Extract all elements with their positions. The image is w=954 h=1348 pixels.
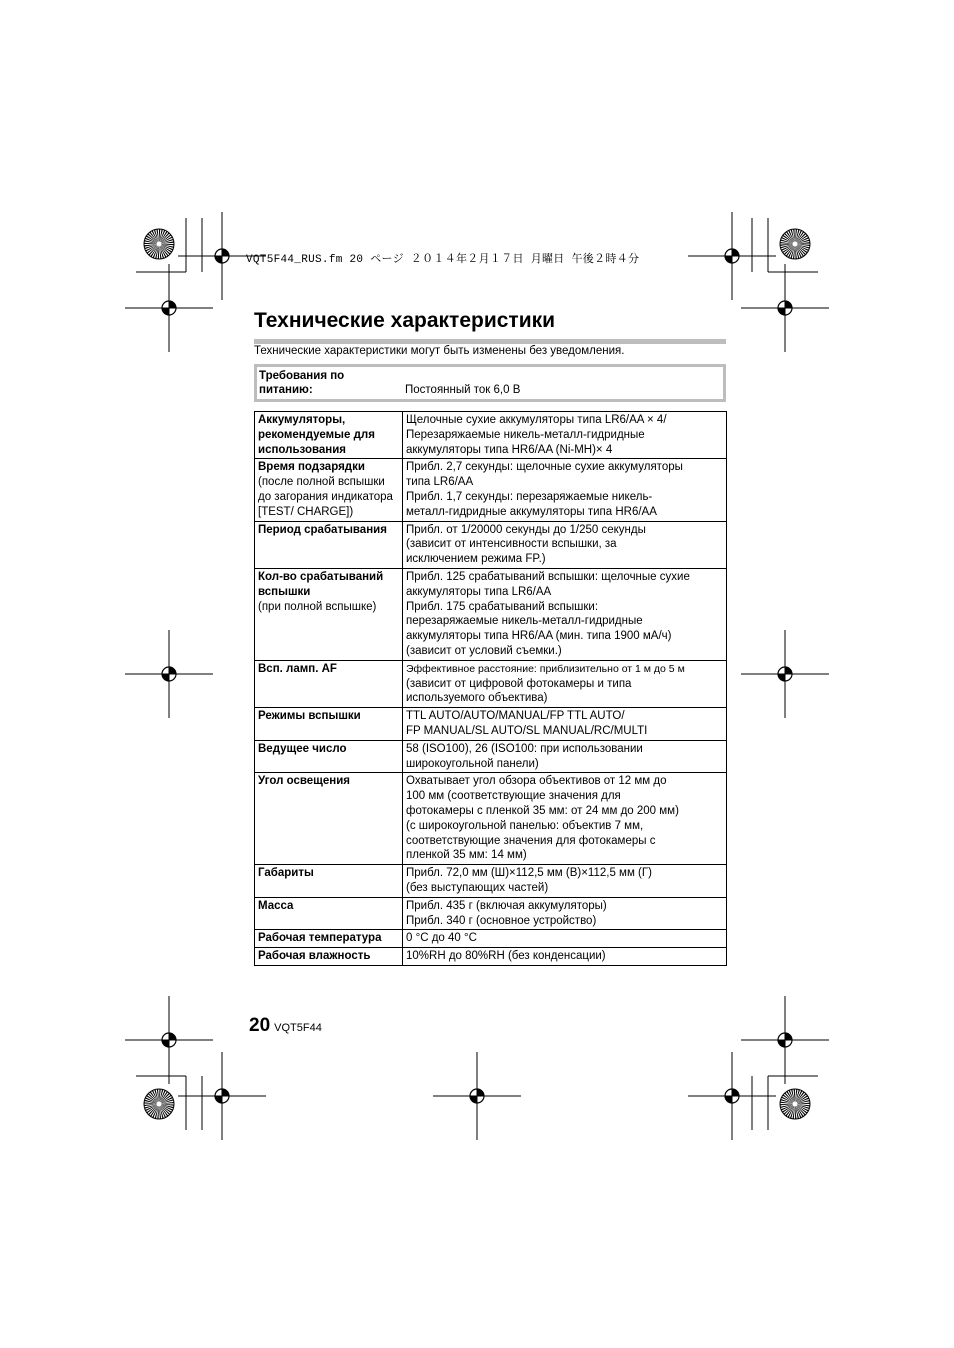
spec-label-cell — [255, 865, 403, 898]
spec-value-line: 10%RH до 80%RH (без конденсации) — [406, 950, 606, 963]
spec-row — [255, 930, 727, 948]
spec-label-cell — [255, 568, 403, 660]
spec-row — [255, 568, 727, 660]
spec-value-line: широкоугольной панели) — [406, 757, 539, 770]
document-code: VQT5F44 — [274, 1022, 322, 1034]
registration-crosshair-icon — [688, 1052, 776, 1140]
spec-value-cell — [403, 412, 727, 459]
spec-value-line: (с широкоугольной панелью: объектив 7 мм, — [406, 819, 644, 832]
spec-value-line: аккумуляторы типа LR6/AA — [406, 585, 552, 598]
power-requirement-box — [254, 364, 726, 402]
spec-value-line: Прибл. 175 срабатываний вспышки: — [406, 600, 599, 613]
registration-crosshair-icon — [741, 630, 829, 718]
spec-label-cell — [255, 412, 403, 459]
spec-value-line: (зависит от условий съемки.) — [406, 644, 562, 657]
spec-label-note: (при полной вспышке) — [258, 600, 377, 613]
spec-value-cell — [403, 773, 727, 865]
spec-label: Период срабатывания — [258, 523, 387, 536]
spec-value-line: TTL AUTO/AUTO/MANUAL/FP TTL AUTO/ — [406, 710, 625, 723]
registration-starburst-icon — [780, 229, 810, 259]
page-title: Технические характеристики — [254, 309, 556, 332]
spec-row — [255, 708, 727, 741]
registration-crosshair-icon — [741, 264, 829, 352]
spec-value-cell — [403, 948, 727, 966]
page-number: 20 — [249, 1015, 271, 1036]
spec-label-cell — [255, 521, 403, 568]
spec-value-line: Прибл. 435 г (включая аккумуляторы) — [406, 899, 607, 912]
spec-value-cell — [403, 930, 727, 948]
spec-row — [255, 459, 727, 521]
spec-value-line: Щелочные сухие аккумуляторы типа LR6/AA × 4/ — [406, 414, 667, 426]
spec-value-line: металл-гидридные аккумуляторы типа HR6/AA — [406, 505, 657, 518]
spec-label: Угол освещения — [258, 775, 350, 788]
spec-value-line: Прибл. 2,7 секунды: щелочные сухие аккумуляторы — [406, 461, 683, 474]
spec-value-line: Прибл. 72,0 мм (Ш)×112,5 мм (В)×112,5 мм (Г) — [406, 867, 652, 880]
registration-crosshair-icon — [125, 264, 213, 352]
spec-value-cell — [403, 660, 727, 707]
spec-value-line: фотокамеры с пленкой 35 мм: от 24 мм до 200 мм) — [406, 804, 679, 817]
page-subtitle: Технические характеристики могут быть изменены без уведомления. — [254, 345, 625, 357]
spec-value-line: Прибл. 1,7 секунды: перезаряжаемые никель- — [406, 490, 653, 503]
spec-value-line: аккумуляторы типа HR6/AA (Ni-MH)× 4 — [406, 443, 613, 456]
spec-label: Рабочая температура — [258, 932, 382, 945]
registration-crosshair-icon — [125, 996, 213, 1084]
spec-value-line: Эффективное расстояние: приблизительно от 1 м до 5 м — [406, 662, 685, 675]
spec-value-cell — [403, 568, 727, 660]
spec-label: Всп. ламп. AF — [258, 662, 337, 675]
spec-label-cell — [255, 660, 403, 707]
page-footer — [249, 1015, 322, 1037]
spec-value-cell — [403, 865, 727, 898]
registration-crosshair-icon — [433, 1052, 521, 1140]
spec-value-cell — [403, 740, 727, 773]
spec-value-line: FP MANUAL/SL AUTO/SL MANUAL/RC/MULTI — [406, 724, 648, 737]
title-underline-rule — [254, 339, 726, 344]
spec-value-line: (без выступающих частей) — [406, 881, 549, 894]
spec-label-cell — [255, 740, 403, 773]
spec-row — [255, 660, 727, 707]
spec-value-cell — [403, 521, 727, 568]
spec-label: Ведущее число — [258, 742, 347, 755]
spec-value-line: перезаряжаемые никель-металл-гидридные — [406, 615, 643, 628]
registration-starburst-icon — [780, 1089, 810, 1119]
spec-label-cell — [255, 459, 403, 521]
spec-value-cell — [403, 459, 727, 521]
spec-value-line: Охватывает угол обзора объективов от 12 мм до — [406, 775, 667, 788]
spec-label-cell — [255, 708, 403, 741]
spec-row — [255, 948, 727, 966]
spec-value-line: 100 мм (соответствующие значения для — [406, 790, 621, 803]
power-requirement-value: Постоянный ток 6,0 В — [405, 384, 521, 396]
spec-row — [255, 865, 727, 898]
spec-value-line: пленкой 35 мм: 14 мм) — [406, 849, 527, 862]
spec-value-line: Перезаряжаемые никель-металл-гидридные — [406, 428, 645, 441]
spec-value-line: 0 °C до 40 °C — [406, 932, 477, 945]
registration-crosshair-icon — [125, 630, 213, 718]
spec-value-cell — [403, 897, 727, 930]
spec-value-line: типа LR6/AA — [406, 476, 474, 489]
spec-row — [255, 773, 727, 865]
spec-label-cell — [255, 897, 403, 930]
spec-value-line: используемого объектива) — [406, 692, 548, 705]
spec-label: Масса — [258, 899, 294, 912]
spec-value-line: аккумуляторы типа HR6/AA (мин. типа 1900 мА/ч) — [406, 630, 672, 643]
registration-starburst-icon — [144, 229, 174, 259]
spec-value-line: (зависит от интенсивности вспышки, за — [406, 538, 617, 551]
registration-crosshair-icon — [688, 212, 776, 300]
spec-label-note: (после полной вспышки до загорания индикатора [TEST/ CHARGE]) — [258, 476, 393, 518]
spec-label-cell — [255, 930, 403, 948]
spec-label: Габариты — [258, 867, 314, 880]
spec-value-line: Прибл. 125 срабатываний вспышки: щелочные сухие — [406, 570, 690, 583]
spec-value-line: Прибл. от 1/20000 секунды до 1/250 секунды — [406, 523, 646, 536]
spec-label: Режимы вспышки — [258, 710, 361, 723]
spec-row — [255, 521, 727, 568]
registration-crosshair-icon — [741, 996, 829, 1084]
spec-label-cell — [255, 773, 403, 865]
spec-value-line: Прибл. 340 г (основное устройство) — [406, 914, 597, 927]
registration-starburst-icon — [144, 1089, 174, 1119]
spec-value-line: 58 (ISO100), 26 (ISO100: при использовании — [406, 742, 643, 755]
spec-label-cell — [255, 948, 403, 966]
power-requirement-label: Требования по питанию: — [259, 370, 345, 396]
spec-label: Аккумуляторы, рекомендуемые для использования — [258, 414, 375, 456]
spec-label: Рабочая влажность — [258, 950, 371, 963]
spec-value-line: (зависит от цифровой фотокамеры и типа — [406, 677, 632, 690]
registration-crosshair-icon — [178, 1052, 266, 1140]
spec-row — [255, 412, 727, 459]
spec-value-line: исключением режима FP.) — [406, 553, 546, 566]
spec-row — [255, 740, 727, 773]
file-slug-line: VQT5F44_RUS.fm 20 ページ ２０１４年２月１７日 月曜日 午後２時４分 — [246, 254, 640, 266]
spec-value-line: соответствующие значения для фотокамеры с — [406, 834, 656, 847]
specifications-table — [254, 411, 727, 966]
spec-label: Время подзарядки — [258, 461, 365, 474]
spec-label: Кол-во срабатываний вспышки — [258, 570, 384, 598]
spec-value-cell — [403, 708, 727, 741]
spec-row — [255, 897, 727, 930]
